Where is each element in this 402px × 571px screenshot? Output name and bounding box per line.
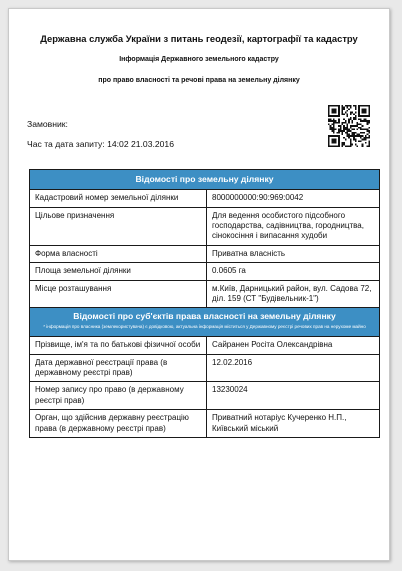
section-note: * інформація про власника (землекористувача) є довідковою, актуальна інформація міститься у Державному реєстрі речових прав на нерухоме майно — [43, 324, 366, 330]
section-title-owners: Відомості про суб'єктів права власності на земельну ділянку — [73, 311, 336, 322]
row-value: 13230024 — [207, 382, 380, 410]
document-page — [8, 8, 390, 561]
section-title-land: Відомості про земельну ділянку — [30, 170, 380, 190]
table-row — [30, 382, 380, 410]
table-row — [30, 263, 380, 280]
row-label: Місце розташування — [30, 280, 207, 308]
row-value: Приватна власність — [207, 245, 380, 262]
table-row — [30, 280, 380, 308]
row-value: Для ведення особистого підсобного господарства, садівництва, городництва, сінокосіння і випасання худоби — [207, 207, 380, 245]
row-label: Кадастровий номер земельної ділянки — [30, 190, 207, 207]
row-label: Номер запису про право (в державному реєстрі прав) — [30, 382, 207, 410]
row-value: Приватний нотаріус Кучеренко Н.П., Київський міський — [207, 410, 380, 438]
land-info-table — [29, 169, 380, 438]
row-label: Дата державної реєстрації права (в державному реєстрі прав) — [30, 354, 207, 382]
document-subtitle-2: про право власності та речові права на земельну ділянку — [98, 77, 300, 84]
section-header-row — [30, 308, 380, 337]
table-row — [30, 245, 380, 262]
row-label: Орган, що здійснив державну реєстрацію права (в державному реєстрі прав) — [30, 410, 207, 438]
table-row — [30, 354, 380, 382]
qr-code-icon — [328, 105, 370, 147]
document-title: Державна служба України з питань геодезії, картографії та кадастру — [40, 33, 358, 44]
section-header-row — [30, 170, 380, 190]
row-label: Прізвище, ім'я та по батькові фізичної особи — [30, 337, 207, 354]
row-value: м.Київ, Дарницький район, вул. Садова 72, діл. 159 (СТ "Будівельник-1") — [207, 280, 380, 308]
section-header-owners — [30, 308, 380, 337]
row-value: 0.0605 га — [207, 263, 380, 280]
table-row — [30, 207, 380, 245]
table-row — [30, 337, 380, 354]
row-value: 12.02.2016 — [207, 354, 380, 382]
request-time: Час та дата запиту: 14:02 21.03.2016 — [27, 139, 174, 149]
row-value: 8000000000:90:969:0042 — [207, 190, 380, 207]
document-subtitle-1: Інформація Державного земельного кадастру — [119, 56, 279, 63]
table-row — [30, 190, 380, 207]
row-label: Площа земельної ділянки — [30, 263, 207, 280]
row-label: Форма власності — [30, 245, 207, 262]
table-row — [30, 410, 380, 438]
customer-label: Замовник: — [27, 119, 68, 129]
row-label: Цільове призначення — [30, 207, 207, 245]
row-value: Сайранен Росіта Олександрівна — [207, 337, 380, 354]
